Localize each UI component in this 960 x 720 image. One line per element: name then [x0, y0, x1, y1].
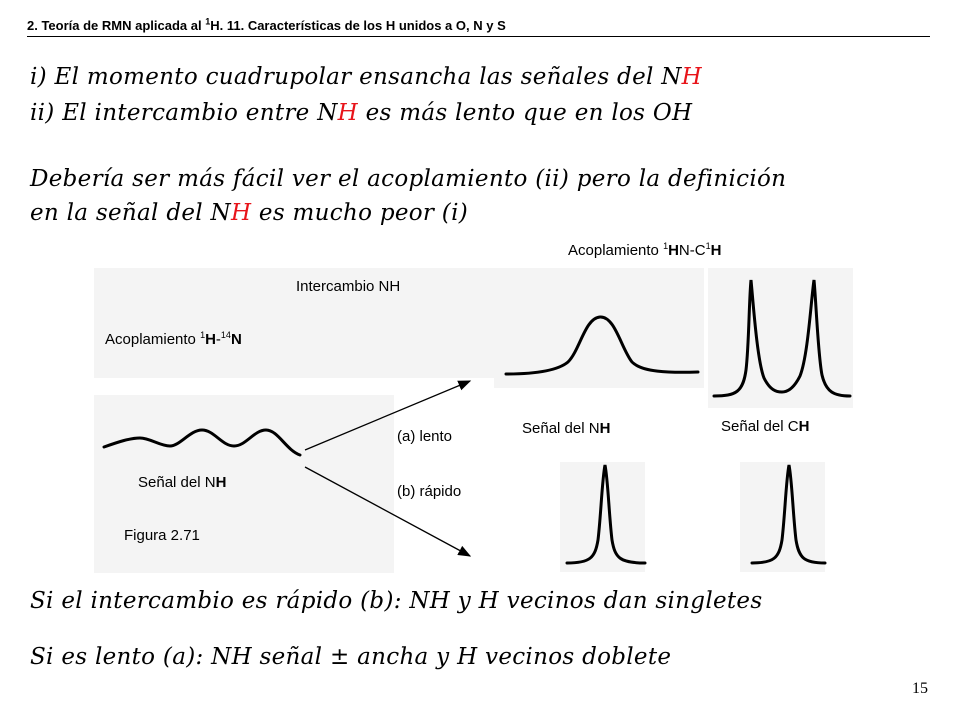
slide-header: 2. Teoría de RMN aplicada al $^1$H. 11. Características de los H unidos a O, N y S: [27, 18, 930, 37]
ch-singlet: [752, 465, 825, 563]
line-quadrupole: i) El momento cuadrupolar ensancha las señales del NH: [30, 64, 703, 90]
line-definition-note: en la señal del NH es mucho peor (i): [30, 200, 469, 226]
ch-doublet: [714, 280, 850, 396]
line-coupling-note: Debería ser más fácil ver el acoplamiento (ii) pero la definición: [30, 166, 787, 192]
line-fast-exchange: Si el intercambio es rápido (b): NH y H vecinos dan singletes: [30, 588, 763, 614]
label-fast: (b) rápido: [397, 483, 462, 500]
label-signal-nh-left: Señal del NH: [138, 474, 227, 491]
label-coupling-hn-ch: Acoplamiento $^1HN-C^1H$: [568, 241, 722, 259]
line-slow-exchange: Si es lento (a): NH señal ± ancha y H vecinos doblete: [30, 644, 672, 670]
figure-caption: Figura 2.71: [124, 527, 200, 544]
arrow-fast: [305, 467, 470, 556]
broad-nh-peak: [506, 317, 698, 374]
line-exchange: ii) El intercambio entre NH es más lento que en los OH: [30, 100, 693, 126]
label-signal-ch: Señal del CH: [721, 418, 810, 435]
nh-singlet: [567, 465, 645, 563]
broad-nh-signal: [104, 430, 300, 455]
label-signal-nh-right: Señal del NH: [522, 420, 611, 437]
label-exchange: Intercambio NH: [296, 278, 401, 295]
label-coupling-h-n: Acoplamiento $^1$H-$^{14}$N: [105, 330, 242, 348]
label-slow: (a) lento: [397, 428, 453, 445]
page-number: 15: [912, 680, 928, 697]
